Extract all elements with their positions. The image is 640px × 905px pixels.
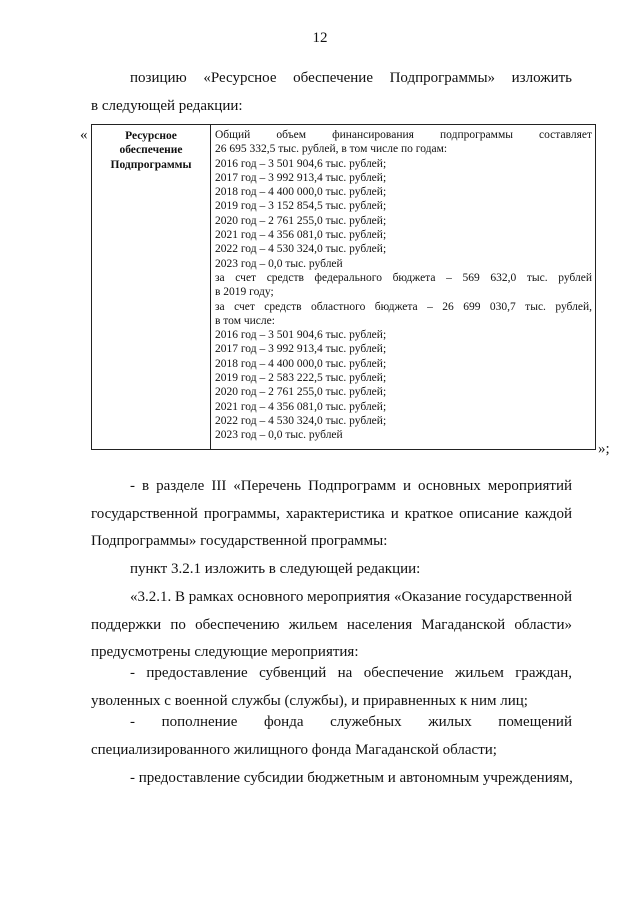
body-line: пункт 3.2.1 изложить в следующей редакции: xyxy=(130,561,421,577)
body-line: «3.2.1. В рамках основного мероприятия «Оказание государственной xyxy=(130,589,572,605)
year-total-item: 2021 год – 4 356 081,0 тыс. рублей; xyxy=(215,229,387,242)
resource-label-line: обеспечение xyxy=(119,144,183,157)
resource-content-cell xyxy=(211,125,596,450)
year-regional-item: 2021 год – 4 356 081,0 тыс. рублей; xyxy=(215,400,387,413)
body-line: - предоставление субвенций на обеспечение жильем граждан, xyxy=(130,665,572,681)
federal-budget-line: за счет средств федерального бюджета – 569 632,0 тыс. рублей xyxy=(215,271,592,284)
year-regional-item: 2023 год – 0,0 тыс. рублей xyxy=(215,429,343,442)
federal-budget-line: в 2019 году; xyxy=(215,286,274,299)
body-line: - предоставление субсидии бюджетным и автономным учреждениям, xyxy=(130,770,573,786)
body-line: государственной программы, характеристика и краткое описание каждой xyxy=(91,506,572,522)
year-total-item: 2017 год – 3 992 913,4 тыс. рублей; xyxy=(215,171,387,184)
year-total-item: 2022 год – 4 530 324,0 тыс. рублей; xyxy=(215,243,387,256)
page-number: 12 xyxy=(312,30,328,46)
year-total-item: 2020 год – 2 761 255,0 тыс. рублей; xyxy=(215,214,387,227)
year-regional-item: 2016 год – 3 501 904,6 тыс. рублей; xyxy=(215,329,387,342)
body-line: Подпрограммы» государственной программы: xyxy=(91,533,388,549)
intro-line-1: позицию «Ресурсное обеспечение Подпрограммы» изложить xyxy=(130,70,572,86)
body-line: - в разделе III «Перечень Подпрограмм и основных мероприятий xyxy=(130,478,572,494)
body-line: поддержки по обеспечению жильем населения Магаданской области» xyxy=(91,617,572,633)
resource-label-line: Подпрограммы xyxy=(110,158,192,171)
body-line: уволенных с военной службы (службы), и приравненных к ним лиц; xyxy=(91,693,528,709)
year-total-item: 2023 год – 0,0 тыс. рублей xyxy=(215,257,343,270)
year-regional-item: 2022 год – 4 530 324,0 тыс. рублей; xyxy=(215,414,387,427)
table-open-quote: « xyxy=(80,127,88,143)
resource-label-line: Ресурсное xyxy=(125,130,177,142)
body-line: предусмотрены следующие мероприятия: xyxy=(91,644,359,660)
year-total-item: 2018 год – 4 400 000,0 тыс. рублей; xyxy=(215,186,387,199)
regional-budget-line: в том числе: xyxy=(215,314,275,327)
regional-budget-line: за счет средств областного бюджета – 26 699 030,7 тыс. рублей, xyxy=(215,300,592,313)
year-regional-item: 2018 год – 4 400 000,0 тыс. рублей; xyxy=(215,357,387,370)
year-regional-item: 2019 год – 2 583 222,5 тыс. рублей; xyxy=(215,372,387,385)
body-line: - пополнение фонда служебных жилых помещений xyxy=(130,714,572,730)
financing-intro-line: Общий объем финансирования подпрограммы составляет xyxy=(215,129,592,141)
financing-total-line: 26 695 332,5 тыс. рублей, в том числе по годам: xyxy=(215,143,448,156)
resource-table xyxy=(91,124,596,450)
year-total-item: 2016 год – 3 501 904,6 тыс. рублей; xyxy=(215,157,387,170)
resource-label-cell xyxy=(92,125,211,450)
year-regional-item: 2017 год – 3 992 913,4 тыс. рублей; xyxy=(215,343,387,356)
table-close-quote: »; xyxy=(598,441,610,457)
year-total-item: 2019 год – 3 152 854,5 тыс. рублей; xyxy=(215,200,387,213)
year-regional-item: 2020 год – 2 761 255,0 тыс. рублей; xyxy=(215,386,387,399)
body-line: специализированного жилищного фонда Магаданской области; xyxy=(91,742,497,758)
intro-line-2: в следующей редакции: xyxy=(91,98,243,114)
